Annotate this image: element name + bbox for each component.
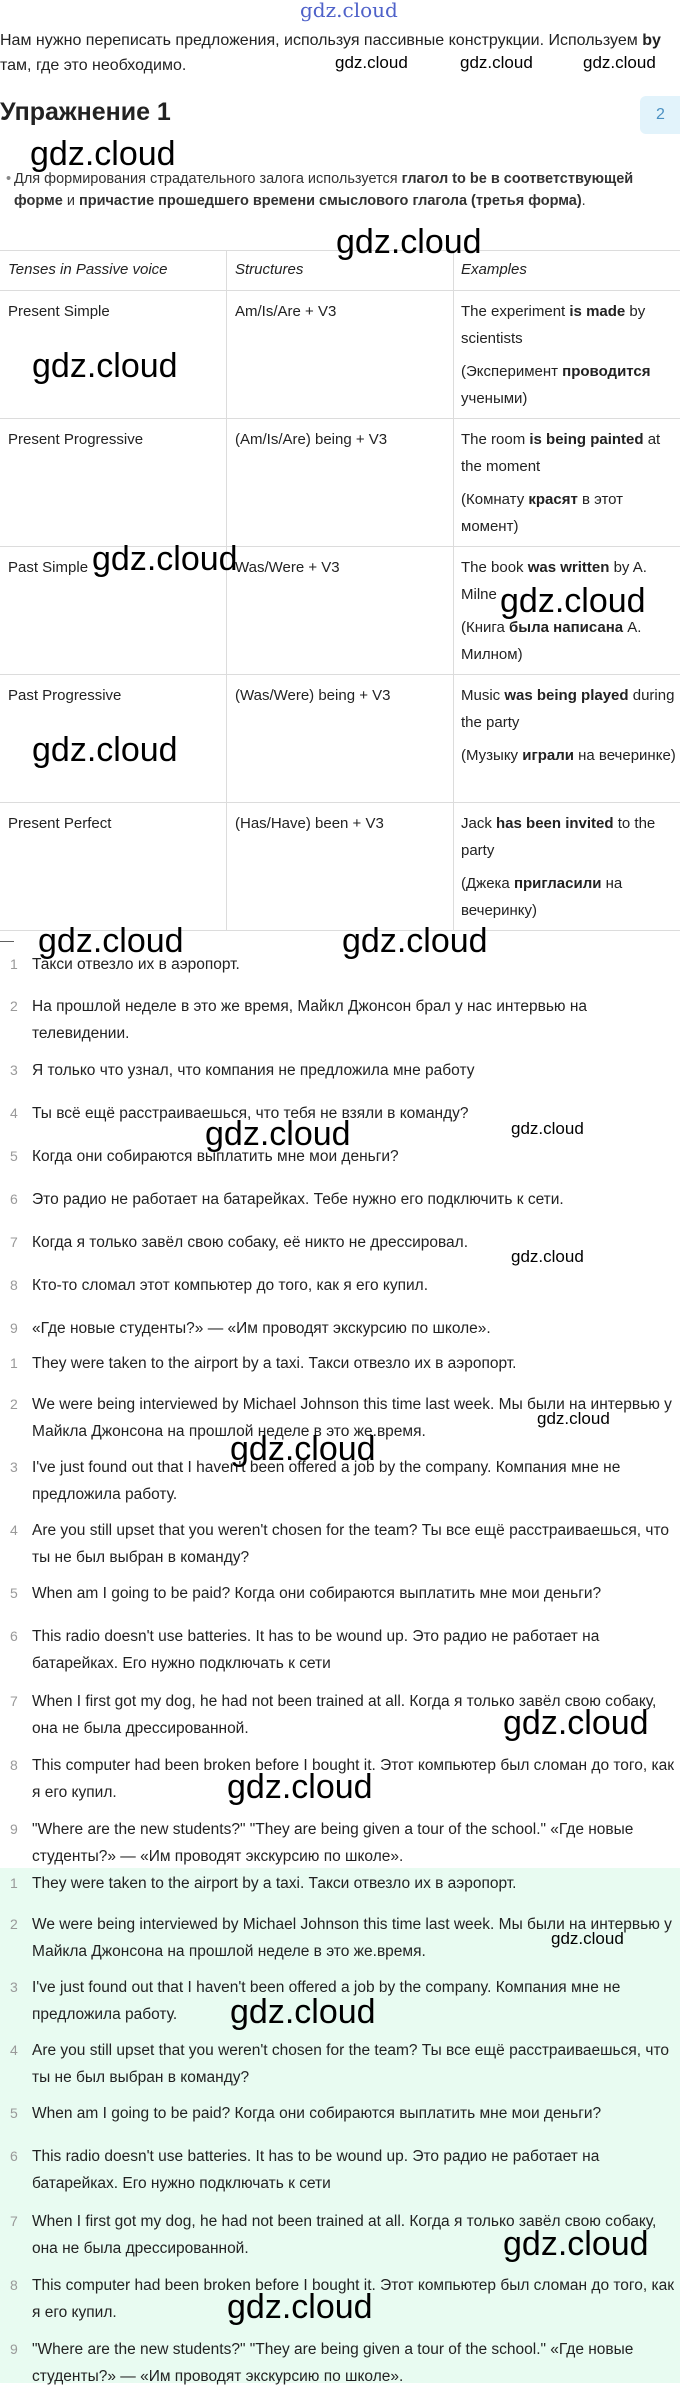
watermark: gdz.cloud (92, 540, 238, 578)
table-header: Tenses in Passive voice (8, 261, 168, 278)
item-text: Когда я только завёл свою собаку, её никто не дрессировал. (32, 1234, 469, 1251)
item-text: Are you still upset that you weren't chosen for the team? Ты все ещё расстраиваешься, что ты не был выбран в команду? (32, 2042, 670, 2086)
item-text: This computer had been broken before I bought it. Этот компьютер был сломан до того, как я его купил. (32, 2277, 675, 2321)
item-number: 9 (10, 1821, 18, 1837)
item-text: Ты всё ещё расстраиваешься, что тебя не взяли в команду? (32, 1105, 469, 1122)
item-text: I've just found out that I haven't been offered a job by the company. Компания мне не предложила работу. (32, 1979, 621, 2023)
watermark: gdz.cloud (583, 53, 656, 72)
table-cell-tense: Present Simple (8, 303, 110, 320)
item-number: 9 (10, 2341, 18, 2357)
watermark: gdz.cloud (500, 582, 646, 620)
item-text: «Где новые студенты?» — «Им проводят экскурсию по школе». (32, 1320, 491, 1337)
item-text: When I first got my dog, he had not been trained at all. Когда я только завёл свою собаку, она не была дрессированной. (32, 2213, 657, 2257)
rule-bold-2: причастие прошедшего времени смыслового глагола (78, 193, 468, 209)
table-cell-example: Jack has been invited to the party (Джека пригласили на вечеринку) (461, 815, 656, 919)
item-number: 3 (10, 1459, 18, 1475)
item-text: Такси отвезло их в аэропорт. (32, 956, 240, 973)
item-text: Кто-то сломал этот компьютер до того, как я его купил. (32, 1277, 428, 1294)
table-cell-structure: (Has/Have) been + V3 (235, 815, 384, 832)
table-border (226, 250, 227, 930)
watermark: gdz.cloud (32, 731, 178, 769)
item-number: 2 (10, 1916, 18, 1932)
table-cell-tense: Past Simple (8, 559, 89, 576)
item-text: When am I going to be paid? Когда они собираются выплатить мне мои деньги? (32, 1585, 602, 1602)
bullet-icon: • (6, 171, 12, 187)
item-number: 1 (10, 1875, 18, 1891)
table-cell-example: The book was written by A. Milne (Книга была написана А. Милном) (461, 559, 647, 663)
item-number: 4 (10, 1522, 18, 1538)
table-border (0, 290, 680, 291)
item-number: 7 (10, 1234, 18, 1250)
watermark: gdz.cloud (342, 922, 488, 960)
next-exercise-button[interactable] (640, 96, 680, 134)
rule-text: Для формирования страдательного залога используется (14, 171, 402, 187)
table-border (0, 674, 680, 675)
item-number: 3 (10, 1979, 18, 1995)
item-text: They were taken to the airport by a taxi. Такси отвезло их в аэропорт. (32, 1875, 517, 1892)
exercise-title: Упражнение 1 (0, 98, 171, 126)
intro-text-end: там, где это необходимо. (0, 57, 187, 74)
item-number: 8 (10, 1277, 18, 1293)
table-border (0, 802, 680, 803)
item-number: 6 (10, 1191, 18, 1207)
rule-bold-3: (третья форма) (471, 193, 582, 209)
item-number: 8 (10, 1757, 18, 1773)
item-number: 1 (10, 956, 18, 972)
item-text: Are you still upset that you weren't chosen for the team? Ты все ещё расстраиваешься, что ты не был выбран в команду? (32, 1522, 670, 1566)
item-text: "Where are the new students?" "They are being given a tour of the school." «Где новые студенты?» — «Им проводят экскурсию по школе». (32, 2341, 634, 2385)
watermark: gdz.cloud (230, 1993, 376, 2031)
item-number: 2 (10, 1396, 18, 1412)
watermark: gdz.cloud (32, 347, 178, 385)
item-number: 8 (10, 2277, 18, 2293)
watermark: gdz.cloud (227, 2288, 373, 2326)
grammar-rule (6, 168, 674, 212)
watermark: gdz.cloud (38, 922, 184, 960)
watermark: gdz.cloud (205, 1115, 351, 1153)
watermark: gdz.cloud (511, 1119, 584, 1138)
table-cell-structure: Was/Were + V3 (235, 559, 340, 576)
item-text: When am I going to be paid? Когда они собираются выплатить мне мои деньги? (32, 2105, 602, 2122)
watermark: gdz.cloud (335, 53, 408, 72)
item-number: 2 (10, 998, 18, 1014)
item-number: 5 (10, 2105, 18, 2121)
item-number: 3 (10, 1062, 18, 1078)
table-cell-structure: Am/Is/Are + V3 (235, 303, 337, 320)
item-text: We were being interviewed by Michael Johnson this time last week. Мы были на интервью у Майкла Джонсона на прошлой неделе в это же.время. (32, 1916, 672, 1960)
watermark: gdz.cloud (227, 1768, 373, 1806)
item-number: 1 (10, 1355, 18, 1371)
table-border (453, 250, 454, 930)
item-text: This radio doesn't use batteries. It has to be wound up. Это радио не работает на батарейках. Его нужно подключать к сети (32, 2148, 600, 2192)
item-number: 6 (10, 2148, 18, 2164)
item-number: 4 (10, 1105, 18, 1121)
item-text: We were being interviewed by Michael Johnson this time last week. Мы были на интервью у Майкла Джонсона на прошлой неделе в это же.время. (32, 1396, 672, 1440)
table-border (0, 418, 680, 419)
watermark: gdz.cloud (460, 53, 533, 72)
intro-bold: by (642, 32, 661, 49)
item-number: 4 (10, 2042, 18, 2058)
table-header: Structures (235, 261, 304, 278)
item-number: 9 (10, 1320, 18, 1336)
table-header: Examples (461, 261, 527, 278)
item-text: "Where are the new students?" "They are being given a tour of the school." «Где новые студенты?» — «Им проводят экскурсию по школе». (32, 1821, 634, 1865)
item-number: 5 (10, 1585, 18, 1601)
item-text: When I first got my dog, he had not been trained at all. Когда я только завёл свою собаку, она не была дрессированной. (32, 1693, 657, 1737)
item-number: 6 (10, 1628, 18, 1644)
item-text: They were taken to the airport by a taxi. Такси отвезло их в аэропорт. (32, 1355, 517, 1372)
watermark: gdz.cloud (503, 1704, 649, 1742)
table-cell-tense: Present Perfect (8, 815, 112, 832)
item-text: I've just found out that I haven't been offered a job by the company. Компания мне не предложила работу. (32, 1459, 621, 1503)
table-cell-example: The room is being painted at the moment (Комнату красят в этот момент) (461, 431, 661, 535)
watermark: gdz.cloud (537, 1409, 610, 1428)
rule-bold-1: глагол to be в соответствующей форме (14, 171, 634, 209)
item-text: Я только что узнал, что компания не предложила мне работу (32, 1062, 475, 1079)
item-number: 5 (10, 1148, 18, 1164)
rule-text-end: . (581, 193, 586, 209)
item-text: На прошлой неделе в это же время, Майкл Джонсон брал у нас интервью на телевидении. (32, 998, 588, 1042)
next-exercise-label: 2 (656, 106, 665, 123)
watermark: gdz.cloud (551, 1929, 624, 1948)
item-text: This computer had been broken before I bought it. Этот компьютер был сломан до того, как я его купил. (32, 1757, 675, 1801)
intro-text: Нам нужно переписать предложения, используя пассивные конструкции. Используем (0, 32, 643, 49)
watermark: gdz.cloud (511, 1247, 584, 1266)
item-text: Это радио не работает на батарейках. Тебе нужно его подключить к сети. (32, 1191, 564, 1208)
site-logo[interactable]: gdz.cloud (300, 0, 398, 22)
table-cell-structure: (Was/Were) being + V3 (235, 687, 391, 704)
watermark: gdz.cloud (336, 223, 482, 261)
table-cell-example: The experiment is made by scientists (Эксперимент проводится учеными) (461, 303, 651, 407)
item-text: This radio doesn't use batteries. It has to be wound up. Это радио не работает на батарейках. Его нужно подключать к сети (32, 1628, 600, 1672)
table-cell-example: Music was being played during the party (Музыку играли на вечеринке) (461, 687, 676, 764)
clipped-line: — (0, 932, 14, 948)
watermark: gdz.cloud (230, 1430, 376, 1468)
table-cell-tense: Past Progressive (8, 687, 122, 704)
rule-text-mid: и (62, 193, 79, 209)
item-number: 7 (10, 2213, 18, 2229)
table-cell-tense: Present Progressive (8, 431, 144, 448)
table-cell-structure: (Am/Is/Are) being + V3 (235, 431, 388, 448)
watermark: gdz.cloud (503, 2225, 649, 2263)
watermark: gdz.cloud (30, 135, 176, 173)
item-number: 7 (10, 1693, 18, 1709)
item-text: Когда они собираются выплатить мне мои деньги? (32, 1148, 399, 1165)
